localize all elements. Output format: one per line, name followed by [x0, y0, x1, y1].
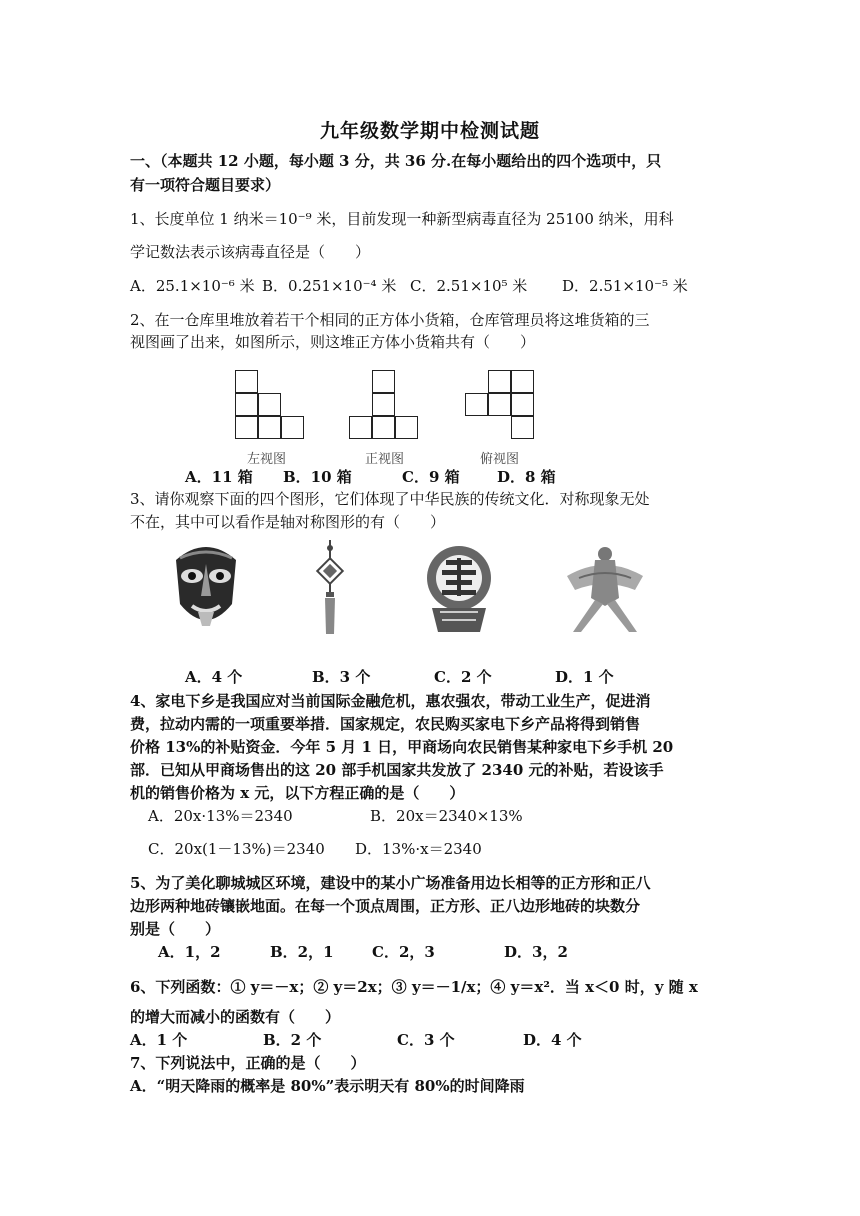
- q4-option-b: B．20x＝2340×13%: [370, 807, 523, 825]
- q4-text-line1: 4、家电下乡是我国应对当前国际金融危机，惠农强农，带动工业生产，促进消: [130, 692, 651, 710]
- q4-option-d: D．13%·x＝2340: [355, 840, 482, 858]
- section-heading-line1: 一、（本题共 12 小题，每小题 3 分，共 36 分.在每小题给出的四个选项中，只: [130, 152, 662, 170]
- q4-text-line3: 价格 13%的补贴资金．今年 5 月 1 日，甲商场向农民销售某种家电下乡手机 20: [130, 738, 674, 756]
- q1-option-b: B．0.251×10⁻⁴ 米: [262, 277, 397, 295]
- q3-text-line2: 不在，其中可以看作是轴对称图形的有（ ）: [130, 513, 446, 531]
- culture-pictures: [160, 540, 680, 640]
- q4-option-c: C．20x(1－13%)＝2340: [148, 840, 325, 858]
- q3-option-b: B．3 个: [312, 668, 371, 686]
- q4-option-a: A．20x·13%＝2340: [148, 807, 293, 825]
- q1-option-c: C．2.51×10⁵ 米: [410, 277, 528, 295]
- q5-option-c: C．2，3: [372, 943, 435, 961]
- q3-option-a: A．4 个: [185, 668, 243, 686]
- q6-text-line2: 的增大而减小的函数有（ ）: [130, 1008, 341, 1026]
- swallow-kite-image: [565, 542, 645, 634]
- q6-option-c: C．3 个: [397, 1031, 455, 1049]
- q1-option-d: D．2.51×10⁻⁵ 米: [562, 277, 688, 295]
- q3-text-line1: 3、请你观察下面的四个图形，它们体现了中华民族的传统文化．对称现象无处: [130, 490, 650, 508]
- q7-text-line1: 7、下列说法中，正确的是（ ）: [130, 1054, 366, 1072]
- q2-option-b: B．10 箱: [283, 468, 352, 486]
- q6-option-b: B．2 个: [263, 1031, 322, 1049]
- page-title: 九年级数学期中检测试题: [319, 120, 540, 142]
- q4-text-line4: 部．已知从甲商场售出的这 20 部手机国家共发放了 2340 元的补贴，若设该手: [130, 761, 664, 779]
- q5-option-a: A．1，2: [158, 943, 221, 961]
- q5-text-line3: 别是（ ）: [130, 920, 221, 938]
- q1-text-line1: 1、长度单位 1 纳米＝10⁻⁹ 米，目前发现一种新型病毒直径为 25100 纳米，用科: [130, 210, 674, 228]
- q4-text-line2: 费，拉动内需的一项重要举措．国家规定，农民购买家电下乡产品将得到销售: [130, 715, 641, 733]
- q1-text-line2: 学记数法表示该病毒直径是（ ）: [130, 243, 371, 261]
- front-view-label: 正视图: [365, 452, 405, 467]
- q5-text-line1: 5、为了美化聊城城区环境，建设中的某小广场准备用边长相等的正方形和正八: [130, 874, 651, 892]
- q3-option-d: D．1 个: [555, 668, 614, 686]
- q5-text-line2: 边形两种地砖镶嵌地面。在每一个顶点周围，正方形、正八边形地砖的块数分: [130, 897, 641, 915]
- q6-option-d: D．4 个: [523, 1031, 582, 1049]
- q6-option-a: A．1 个: [130, 1031, 188, 1049]
- q7-option-a: A．“明天降雨的概率是 80%”表示明天有 80%的时间降雨: [130, 1077, 525, 1095]
- q5-option-b: B．2，1: [270, 943, 334, 961]
- q2-option-c: C．9 箱: [402, 468, 460, 486]
- opera-mask-image: [170, 540, 242, 632]
- chinese-knot-image: [310, 540, 350, 636]
- q6-text-line1: 6、下列函数：① y＝－x；② y＝2x；③ y＝－1/x；④ y＝x²．当 x＜0 时，y 随 x: [130, 978, 698, 996]
- top-view-label: 俯视图: [480, 452, 520, 467]
- q2-text-line1: 2、在一仓库里堆放着若干个相同的正方体小货箱，仓库管理员将这堆货箱的三: [130, 311, 650, 329]
- three-views-figure: [225, 366, 545, 466]
- q1-option-a: A．25.1×10⁻⁶ 米: [130, 277, 255, 295]
- double-happiness-image: [418, 542, 500, 634]
- q4-text-line5: 机的销售价格为 x 元，以下方程正确的是（ ）: [130, 784, 465, 802]
- section-heading-line2: 有一项符合题目要求）: [130, 176, 281, 194]
- q5-option-d: D．3，2: [504, 943, 568, 961]
- q2-option-a: A．11 箱: [185, 468, 253, 486]
- left-view-label: 左视图: [247, 452, 287, 467]
- q3-option-c: C．2 个: [434, 668, 492, 686]
- q2-option-d: D．8 箱: [497, 468, 556, 486]
- q2-text-line2: 视图画了出来，如图所示，则这堆正方体小货箱共有（ ）: [130, 333, 536, 351]
